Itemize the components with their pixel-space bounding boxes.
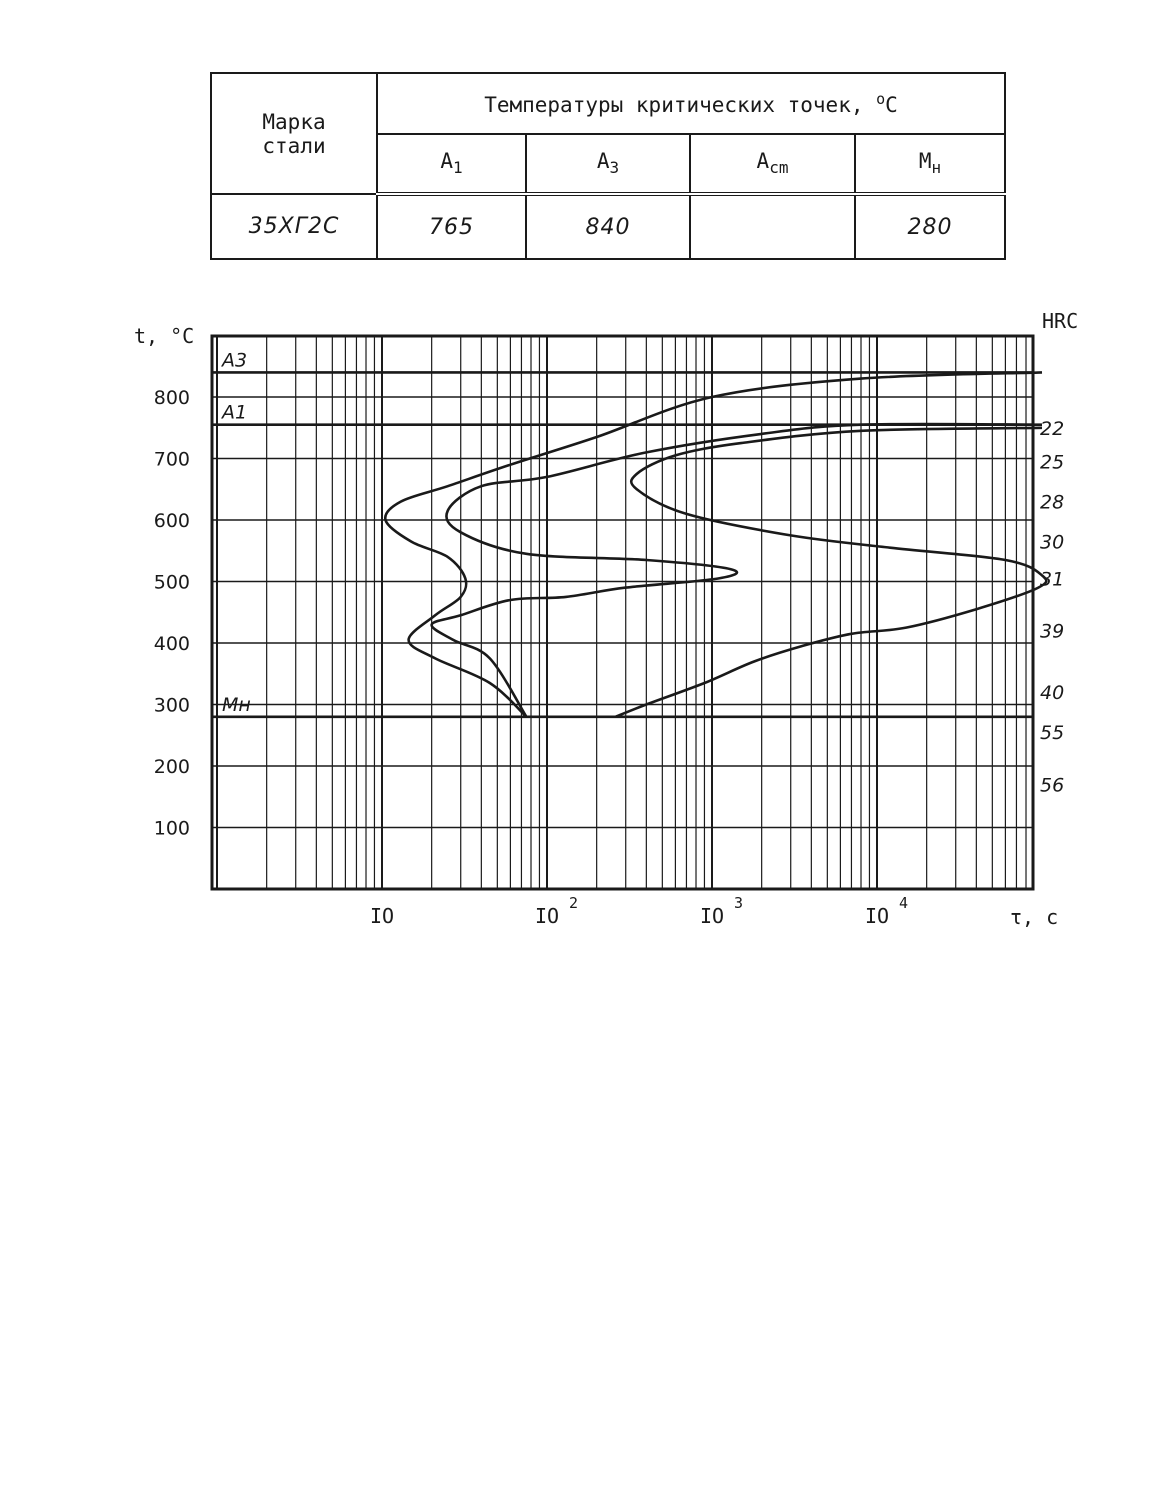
chart-grid (212, 336, 1033, 889)
hrc-value: 30 (1040, 531, 1065, 554)
ref-label-A3: A3 (222, 349, 248, 372)
col-acm-main: A (756, 149, 770, 174)
x-tick-exponent: 3 (734, 894, 744, 912)
x-tick-label: IO (534, 904, 560, 928)
hrc-value: 25 (1040, 451, 1065, 474)
hrc-value: 39 (1040, 620, 1065, 643)
curve-curve3 (616, 428, 1047, 717)
col-acm-sub: cm (769, 158, 789, 178)
col-a3-main: A (596, 149, 610, 174)
y-tick-label: 200 (153, 756, 190, 778)
ref-label-Mн: Mн (222, 693, 251, 716)
y-tick-label: 500 (153, 571, 190, 594)
y-tick-label: 100 (153, 817, 190, 840)
hrc-value: 55 (1040, 722, 1065, 745)
ref-label-A1: A1 (222, 401, 248, 424)
col-a1-main: A (440, 149, 453, 174)
x-tick-label: IO (864, 904, 890, 928)
a3-value: 840 (526, 194, 690, 259)
col-mn-main: M (918, 149, 932, 174)
x-tick-label: IO (699, 904, 725, 928)
x-tick-labels (370, 894, 908, 928)
y-tick-label: 300 (153, 694, 190, 717)
temps-header: Температуры критических точек, (484, 92, 877, 117)
hrc-value: 28 (1040, 491, 1065, 514)
y-tick-label: 700 (153, 448, 190, 471)
hrc-value: 56 (1040, 774, 1065, 797)
grade-value: 35ХГ2С (211, 194, 377, 259)
y-tick-label: 800 (153, 387, 190, 409)
hrc-labels (1040, 418, 1064, 797)
col-a3-sub: 3 (609, 158, 620, 178)
degree-sup: o (876, 89, 886, 108)
reference-lines (212, 349, 1033, 716)
temps-unit: C (885, 92, 898, 117)
hrc-value: 40 (1040, 682, 1065, 705)
x-axis-label: τ, с (1010, 905, 1059, 929)
plot-frame (212, 336, 1033, 889)
y-axis-label: t, °C (134, 324, 195, 348)
col-mn-sub: н (931, 158, 942, 178)
col-a1-sub: 1 (453, 158, 463, 178)
grade-header: Марка стали (262, 109, 326, 158)
x-tick-exponent: 2 (569, 894, 579, 912)
y-tick-labels (154, 387, 190, 840)
y-tick-label: 600 (153, 510, 190, 532)
hrc-value: 31 (1040, 568, 1065, 591)
mn-value: 280 (855, 194, 1005, 259)
curve-curve1 (432, 424, 1042, 717)
a1-value: 765 (377, 194, 526, 259)
x-tick-label: IO (369, 904, 395, 928)
hrc-axis-label: HRC (1042, 309, 1079, 333)
x-tick-exponent: 4 (899, 894, 909, 912)
y-tick-label: 400 (153, 633, 190, 655)
hrc-value: 22 (1040, 417, 1065, 440)
